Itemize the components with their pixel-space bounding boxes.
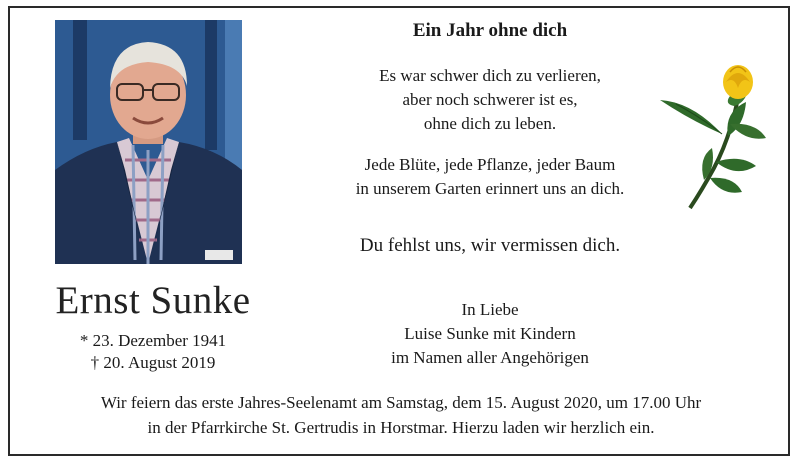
poem-line: ohne dich zu leben. <box>423 114 557 133</box>
signoff-names: Luise Sunke mit Kindern <box>404 324 576 343</box>
life-dates <box>18 330 288 374</box>
deceased-name: Ernst Sunke <box>55 279 251 322</box>
yellow-rose-icon <box>650 58 770 218</box>
portrait-illustration <box>55 20 242 264</box>
poem-stanza-1 <box>310 64 670 136</box>
announcement-line: Wir feiern das erste Jahres-Seelenamt am Samstag, dem 15. August 2020, um 17.00 Uhr <box>100 393 702 412</box>
poem-title: Ein Jahr ohne dich <box>412 20 568 41</box>
poem-stanza-2 <box>310 153 670 201</box>
poem-closing: Du fehlst uns, wir vermissen dich. <box>359 235 621 256</box>
signoff-greeting: In Liebe <box>461 300 519 319</box>
poem-line: in unserem Garten erinnert uns an dich. <box>355 179 625 198</box>
signoff-block <box>310 298 670 370</box>
poem-line: Es war schwer dich zu verlieren, <box>379 66 601 85</box>
service-announcement <box>20 390 782 440</box>
poem-line: Jede Blüte, jede Pflanze, jeder Baum <box>364 155 616 174</box>
birth-date: * 23. Dezember 1941 <box>79 331 227 350</box>
obituary-card <box>8 6 790 456</box>
poem-line: aber noch schwerer ist es, <box>402 90 578 109</box>
death-date: † 20. August 2019 <box>90 353 216 372</box>
announcement-line: in der Pfarrkirche St. Gertrudis in Horstmar. Hierzu laden wir herzlich ein. <box>147 418 655 437</box>
signoff-relatives: im Namen aller Angehörigen <box>391 348 589 367</box>
portrait-photo <box>55 20 242 264</box>
